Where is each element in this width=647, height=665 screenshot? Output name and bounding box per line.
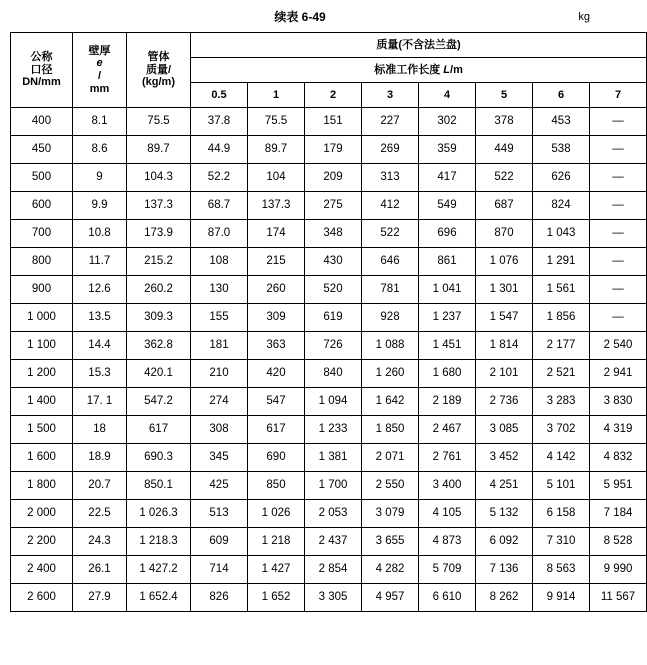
cell-mass-len-7: — [590,248,647,276]
cell-mass-len-4: 2 467 [419,416,476,444]
cell-mass-len-5: 3 085 [476,416,533,444]
cell-mass-len-4: 2 761 [419,444,476,472]
cell-mass-len-4: 302 [419,108,476,136]
cell-mass-len-1: 260 [248,276,305,304]
cell-mass-len-7: — [590,108,647,136]
header-nominal-diameter-line2: 口径 [30,63,53,76]
cell-wall-thickness: 11.7 [73,248,127,276]
cell-mass-len-0: 155 [191,304,248,332]
cell-wall-thickness: 20.7 [73,472,127,500]
cell-wall-thickness: 18 [73,416,127,444]
cell-mass-len-5: 2 101 [476,360,533,388]
cell-dn: 400 [11,108,73,136]
cell-mass-len-3: 4 957 [362,584,419,612]
cell-mass-len-1: 309 [248,304,305,332]
cell-mass-len-0: 87.0 [191,220,248,248]
cell-mass-len-3: 3 655 [362,528,419,556]
table-row [11,164,647,192]
cell-mass-len-3: 1 850 [362,416,419,444]
cell-dn: 2 600 [11,584,73,612]
header-standard-length [191,58,647,83]
table-row [11,304,647,332]
cell-mass-len-7: 2 941 [590,360,647,388]
unit-label: kg [578,11,590,23]
cell-mass-len-7: 9 990 [590,556,647,584]
cell-mass-len-0: 714 [191,556,248,584]
cell-pipe-mass: 1 427.2 [127,556,191,584]
cell-mass-len-0: 609 [191,528,248,556]
table-row [11,276,647,304]
cell-mass-len-0: 513 [191,500,248,528]
table-row [11,500,647,528]
cell-mass-len-5: 1 814 [476,332,533,360]
header-length-7: 7 [590,83,647,108]
cell-mass-len-0: 37.8 [191,108,248,136]
cell-mass-len-5: 449 [476,136,533,164]
header-length-6: 6 [533,83,590,108]
cell-dn: 450 [11,136,73,164]
cell-mass-len-0: 425 [191,472,248,500]
table-row [11,248,647,276]
cell-mass-len-1: 363 [248,332,305,360]
cell-mass-len-7: 11 567 [590,584,647,612]
cell-dn: 1 800 [11,472,73,500]
header-pipe-mass [127,33,191,108]
cell-pipe-mass: 547.2 [127,388,191,416]
header-length-3: 3 [362,83,419,108]
header-length-0: 0.5 [191,83,248,108]
cell-mass-len-5: 8 262 [476,584,533,612]
cell-mass-len-2: 151 [305,108,362,136]
cell-mass-len-6: 1 561 [533,276,590,304]
cell-mass-len-4: 5 709 [419,556,476,584]
cell-mass-len-6: 1 043 [533,220,590,248]
cell-pipe-mass: 137.3 [127,192,191,220]
cell-pipe-mass: 260.2 [127,276,191,304]
cell-mass-len-6: 3 283 [533,388,590,416]
cell-mass-len-0: 68.7 [191,192,248,220]
cell-mass-len-2: 619 [305,304,362,332]
cell-mass-len-3: 412 [362,192,419,220]
cell-pipe-mass: 309.3 [127,304,191,332]
cell-mass-len-6: 4 142 [533,444,590,472]
table-row [11,584,647,612]
table-body [11,108,647,612]
cell-mass-len-2: 275 [305,192,362,220]
cell-mass-len-5: 4 251 [476,472,533,500]
cell-pipe-mass: 617 [127,416,191,444]
header-wall-thickness-line1 [74,45,125,83]
cell-dn: 1 400 [11,388,73,416]
cell-mass-len-3: 1 642 [362,388,419,416]
cell-mass-len-0: 52.2 [191,164,248,192]
cell-mass-len-2: 1 094 [305,388,362,416]
cell-mass-len-4: 2 189 [419,388,476,416]
cell-mass-len-2: 2 053 [305,500,362,528]
cell-mass-len-7: — [590,220,647,248]
cell-mass-len-2: 179 [305,136,362,164]
cell-mass-len-6: 538 [533,136,590,164]
cell-wall-thickness: 10.8 [73,220,127,248]
header-mass-group: 质量(不含法兰盘) [191,33,647,58]
cell-mass-len-7: 3 830 [590,388,647,416]
cell-wall-thickness: 18.9 [73,444,127,472]
header-wall-thickness-line2: mm [89,82,110,95]
cell-dn: 2 400 [11,556,73,584]
cell-mass-len-2: 2 437 [305,528,362,556]
cell-wall-thickness: 13.5 [73,304,127,332]
cell-mass-len-1: 104 [248,164,305,192]
cell-mass-len-5: 1 547 [476,304,533,332]
cell-mass-len-5: 1 301 [476,276,533,304]
cell-mass-len-7: 5 951 [590,472,647,500]
cell-mass-len-3: 2 071 [362,444,419,472]
cell-mass-len-0: 345 [191,444,248,472]
cell-wall-thickness: 8.6 [73,136,127,164]
cell-mass-len-2: 726 [305,332,362,360]
cell-pipe-mass: 1 026.3 [127,500,191,528]
cell-dn: 1 000 [11,304,73,332]
table-head [11,33,647,108]
cell-dn: 700 [11,220,73,248]
cell-mass-len-2: 1 700 [305,472,362,500]
header-nominal-diameter-line1: 公称 [30,51,53,64]
cell-mass-len-4: 417 [419,164,476,192]
cell-mass-len-7: 4 832 [590,444,647,472]
cell-mass-len-4: 4 873 [419,528,476,556]
cell-mass-len-6: 5 101 [533,472,590,500]
table-row [11,388,647,416]
cell-mass-len-1: 1 652 [248,584,305,612]
cell-mass-len-5: 1 076 [476,248,533,276]
header-pipe-mass-line2: 质量/ [145,63,172,76]
cell-pipe-mass: 850.1 [127,472,191,500]
header-length-4: 4 [419,83,476,108]
header-nominal-diameter [11,33,73,108]
cell-mass-len-3: 1 088 [362,332,419,360]
cell-mass-len-5: 870 [476,220,533,248]
header-standard-length-symbol: L [443,63,451,76]
cell-mass-len-2: 2 854 [305,556,362,584]
header-wall-thickness [73,33,127,108]
cell-wall-thickness: 14.4 [73,332,127,360]
table-row [11,528,647,556]
cell-mass-len-1: 89.7 [248,136,305,164]
cell-pipe-mass: 215.2 [127,248,191,276]
cell-mass-len-5: 687 [476,192,533,220]
cell-mass-len-4: 1 237 [419,304,476,332]
cell-mass-len-1: 1 427 [248,556,305,584]
cell-dn: 1 500 [11,416,73,444]
cell-mass-len-7: — [590,192,647,220]
cell-mass-len-3: 1 260 [362,360,419,388]
table-row [11,192,647,220]
cell-mass-len-7: 7 184 [590,500,647,528]
table-caption-row [10,8,590,28]
cell-mass-len-6: 2 521 [533,360,590,388]
cell-mass-len-5: 3 452 [476,444,533,472]
cell-mass-len-1: 850 [248,472,305,500]
cell-mass-len-2: 1 381 [305,444,362,472]
cell-mass-len-7: — [590,164,647,192]
header-length-2: 2 [305,83,362,108]
cell-mass-len-4: 1 041 [419,276,476,304]
cell-mass-len-6: 3 702 [533,416,590,444]
cell-pipe-mass: 89.7 [127,136,191,164]
cell-mass-len-6: 1 856 [533,304,590,332]
cell-mass-len-0: 826 [191,584,248,612]
cell-mass-len-7: — [590,304,647,332]
cell-mass-len-4: 1 451 [419,332,476,360]
cell-mass-len-2: 1 233 [305,416,362,444]
cell-mass-len-0: 308 [191,416,248,444]
table-caption: 续表 6-49 [274,10,326,24]
cell-dn: 1 100 [11,332,73,360]
table-row [11,220,647,248]
header-nominal-diameter-line3: DN/mm [22,76,61,89]
cell-pipe-mass: 75.5 [127,108,191,136]
cell-mass-len-3: 269 [362,136,419,164]
cell-mass-len-2: 430 [305,248,362,276]
cell-mass-len-4: 6 610 [419,584,476,612]
table-row [11,556,647,584]
cell-mass-len-4: 359 [419,136,476,164]
cell-mass-len-1: 215 [248,248,305,276]
cell-wall-thickness: 27.9 [73,584,127,612]
cell-pipe-mass: 104.3 [127,164,191,192]
cell-wall-thickness: 17. 1 [73,388,127,416]
cell-mass-len-6: 8 563 [533,556,590,584]
cell-mass-len-3: 227 [362,108,419,136]
cell-wall-thickness: 8.1 [73,108,127,136]
header-wall-thickness-symbol: e [96,57,103,70]
cell-mass-len-1: 137.3 [248,192,305,220]
cell-mass-len-4: 4 105 [419,500,476,528]
cell-mass-len-4: 3 400 [419,472,476,500]
cell-mass-len-1: 420 [248,360,305,388]
table-row [11,108,647,136]
header-length-5: 5 [476,83,533,108]
cell-mass-len-6: 626 [533,164,590,192]
header-wall-thickness-pre: 壁厚 [88,44,111,57]
cell-mass-len-3: 4 282 [362,556,419,584]
cell-mass-len-5: 7 136 [476,556,533,584]
table-row [11,136,647,164]
cell-mass-len-3: 522 [362,220,419,248]
cell-dn: 2 200 [11,528,73,556]
cell-mass-len-6: 6 158 [533,500,590,528]
cell-mass-len-3: 928 [362,304,419,332]
cell-mass-len-6: 824 [533,192,590,220]
header-pipe-mass-line1: 管体 [147,51,170,64]
cell-pipe-mass: 173.9 [127,220,191,248]
table-row [11,360,647,388]
cell-mass-len-1: 617 [248,416,305,444]
cell-mass-len-7: 2 540 [590,332,647,360]
cell-wall-thickness: 24.3 [73,528,127,556]
cell-mass-len-2: 520 [305,276,362,304]
cell-mass-len-4: 861 [419,248,476,276]
cell-mass-len-1: 75.5 [248,108,305,136]
table-row [11,332,647,360]
cell-dn: 900 [11,276,73,304]
cell-mass-len-7: 8 528 [590,528,647,556]
cell-dn: 1 600 [11,444,73,472]
cell-pipe-mass: 690.3 [127,444,191,472]
cell-mass-len-1: 547 [248,388,305,416]
table-row [11,444,647,472]
cell-mass-len-2: 840 [305,360,362,388]
header-wall-thickness-post: / [97,70,102,82]
header-standard-length-post: /m [450,63,463,76]
cell-mass-len-2: 209 [305,164,362,192]
header-row-1 [11,33,647,58]
cell-dn: 600 [11,192,73,220]
cell-wall-thickness: 15.3 [73,360,127,388]
cell-mass-len-5: 2 736 [476,388,533,416]
cell-pipe-mass: 1 218.3 [127,528,191,556]
cell-mass-len-7: 4 319 [590,416,647,444]
cell-mass-len-3: 313 [362,164,419,192]
cell-mass-len-4: 696 [419,220,476,248]
cell-mass-len-6: 2 177 [533,332,590,360]
header-standard-length-pre: 标准工作长度 [374,63,444,76]
cell-mass-len-0: 181 [191,332,248,360]
cell-pipe-mass: 1 652.4 [127,584,191,612]
cell-mass-len-0: 210 [191,360,248,388]
cell-mass-len-1: 1 026 [248,500,305,528]
cell-mass-len-1: 1 218 [248,528,305,556]
cell-mass-len-6: 1 291 [533,248,590,276]
cell-mass-len-1: 174 [248,220,305,248]
cell-mass-len-5: 378 [476,108,533,136]
cell-pipe-mass: 362.8 [127,332,191,360]
cell-mass-len-6: 9 914 [533,584,590,612]
cell-mass-len-3: 3 079 [362,500,419,528]
cell-mass-len-0: 130 [191,276,248,304]
pipe-mass-table [10,32,647,612]
cell-wall-thickness: 9 [73,164,127,192]
cell-mass-len-0: 108 [191,248,248,276]
cell-dn: 1 200 [11,360,73,388]
cell-wall-thickness: 26.1 [73,556,127,584]
cell-mass-len-7: — [590,276,647,304]
cell-mass-len-0: 44.9 [191,136,248,164]
table-row [11,472,647,500]
cell-wall-thickness: 9.9 [73,192,127,220]
cell-mass-len-2: 348 [305,220,362,248]
cell-mass-len-2: 3 305 [305,584,362,612]
cell-mass-len-3: 2 550 [362,472,419,500]
cell-mass-len-6: 7 310 [533,528,590,556]
cell-wall-thickness: 22.5 [73,500,127,528]
cell-mass-len-3: 781 [362,276,419,304]
cell-mass-len-4: 549 [419,192,476,220]
cell-pipe-mass: 420.1 [127,360,191,388]
cell-mass-len-6: 453 [533,108,590,136]
cell-mass-len-7: — [590,136,647,164]
cell-dn: 800 [11,248,73,276]
header-pipe-mass-line3: (kg/m) [142,76,175,89]
table-row [11,416,647,444]
cell-mass-len-5: 6 092 [476,528,533,556]
header-length-1: 1 [248,83,305,108]
cell-mass-len-4: 1 680 [419,360,476,388]
cell-mass-len-5: 5 132 [476,500,533,528]
cell-mass-len-1: 690 [248,444,305,472]
cell-dn: 500 [11,164,73,192]
cell-wall-thickness: 12.6 [73,276,127,304]
cell-mass-len-5: 522 [476,164,533,192]
cell-dn: 2 000 [11,500,73,528]
cell-mass-len-0: 274 [191,388,248,416]
cell-mass-len-3: 646 [362,248,419,276]
